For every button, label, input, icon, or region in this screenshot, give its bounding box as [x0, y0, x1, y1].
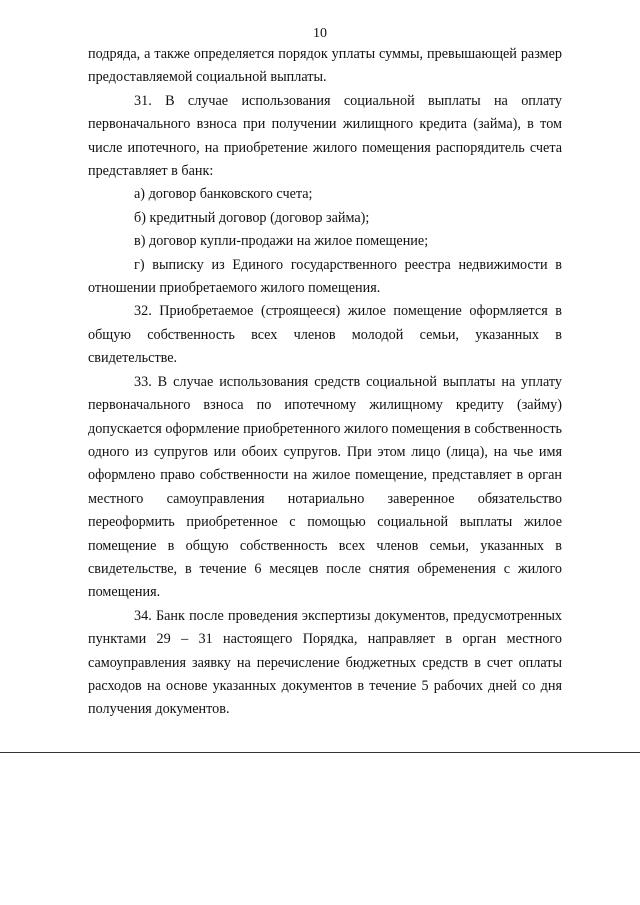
- paragraph-33: 33. В случае использования средств социальной выплаты на уплату первоначального взноса по ипотечному жилищному кредиту (займу) допускается оформление приобретенного жилого помещения в собственность одного из супругов или обоих супругов. При этом лицо (лица), на чье имя оформлено право собственности на жилое помещение, представляет в орган местного самоуправления нотариально заверенное обязательство переоформить приобретенное с помощью социальной выплаты жилое помещение в общую собственность всех членов семьи, указанных в свидетельстве, в течение 6 месяцев после снятия обременения с жилого помещения.: [88, 373, 562, 601]
- footer-divider: [0, 752, 640, 753]
- paragraph-32: 32. Приобретаемое (строящееся) жилое помещение оформляется в общую собственность всех членов молодой семьи, указанных в свидетельстве.: [88, 303, 562, 367]
- paragraph-34: 34. Банк после проведения экспертизы документов, предусмотренных пунктами 29 – 31 настоящего Порядка, направляет в орган местного самоуправления заявку на перечисление бюджетных средств в счет оплаты расходов на основе указанных документов в течение 5 рабочих дней со дня получения документов.: [88, 607, 562, 718]
- list-item-v: в) договор купли-продажи на жилое помещение;: [134, 233, 429, 250]
- document-body: [88, 43, 562, 722]
- list-item-a: а) договор банковского счета;: [134, 186, 313, 203]
- paragraph-31: 31. В случае использования социальной выплаты на оплату первоначального взноса при получении жилищного кредита (займа), в том числе ипотечного, на приобретение жилого помещения распорядитель счета представляет в банк:: [88, 92, 562, 180]
- paragraph-continuation: подряда, а также определяется порядок уплаты суммы, превышающей размер предоставляемой социальной выплаты.: [88, 46, 562, 86]
- list-item-b: б) кредитный договор (договор займа);: [134, 209, 370, 226]
- list-item-g: г) выписку из Единого государственного реестра недвижимости в отношении приобретаемого жилого помещения.: [88, 256, 562, 297]
- page-number: 10: [313, 26, 327, 41]
